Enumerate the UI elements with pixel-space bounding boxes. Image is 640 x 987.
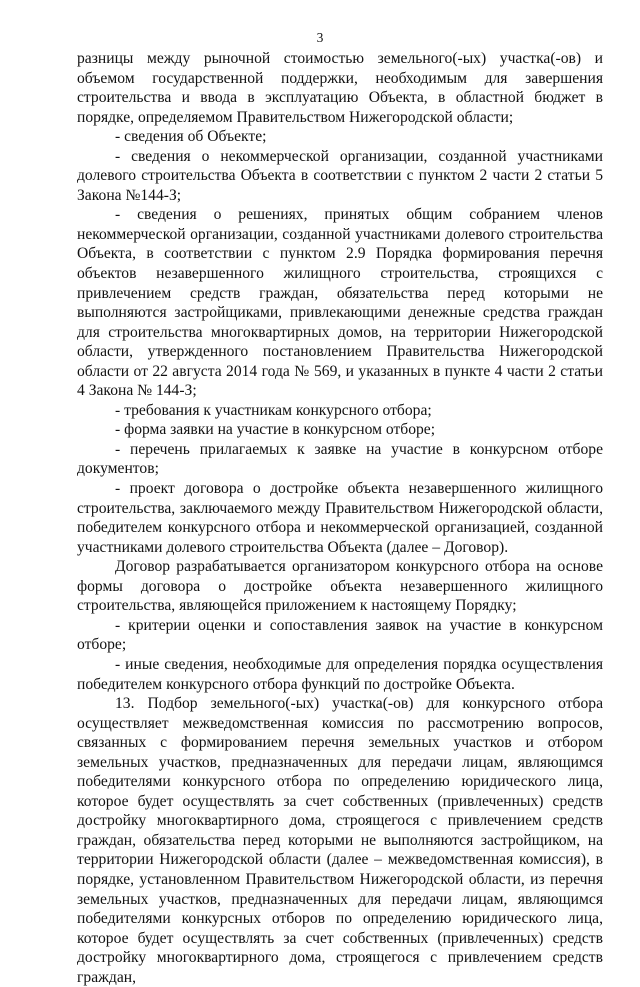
paragraph: разницы между рыночной стоимостью земельного(-ых) участка(-ов) и объемом государственной поддержки, необходимым для завершения строительства и ввода в эксплуатацию Объекта, в областной бюджет в порядке, определяемом Правительством Нижегородской области; (77, 50, 603, 126)
list-item: - сведения об Объекте; (115, 128, 267, 146)
list-item: - иные сведения, необходимые для определения порядка осуществления победителем конкурсного отбора функций по достройке Объекта. (77, 655, 603, 693)
page-number: 3 (316, 30, 324, 45)
list-item: - сведения о решениях, принятых общим собранием членов некоммерческой организации, созданной участниками долевого строительства Объекта, в соответствии с пунктом 2.9 Порядка формирования перечня объектов незавершенного жилищного строительства, строящихся с привлечением средств граждан, обязательства перед которыми не выполняются застройщиками, привлекающими денежные средства граждан для строительства многоквартирных домов, на территории Нижегородской области, утвержденного постановлением Правительства Нижегородской области от 22 августа 2014 года № 569, и указанных в пункте 4 части 2 статьи 4 Закона № 144-З; (77, 206, 603, 400)
list-item: - перечень прилагаемых к заявке на участие в конкурсном отборе документов; (77, 440, 603, 478)
list-item: - проект договора о достройке объекта незавершенного жилищного строительства, заключаемого между Правительством Нижегородской области, победителем конкурсного отбора и некоммерческой организацией, созданной участниками долевого строительства Объекта (далее – Договор). (77, 480, 603, 556)
list-item: - требования к участникам конкурсного отбора; (115, 401, 432, 419)
paragraph: Договор разрабатывается организатором конкурсного отбора на основе формы договора о достройке объекта незавершенного жилищного строительства, являющейся приложением к настоящему Порядку; (77, 558, 603, 615)
document-body (77, 49, 603, 987)
list-item: - форма заявки на участие в конкурсном отборе; (115, 421, 436, 439)
section-13-paragraph: 13. Подбор земельного(-ых) участка(-ов) для конкурсного отбора осуществляет межведомственная комиссия по рассмотрению вопросов, связанных с формированием перечня земельных участков и отбором земельных участков, предназначенных для передачи лицам, являющимся победителями конкурсного отбора по определению юридического лица, которое будет осуществлять за счет собственных (привлеченных) средств достройку многоквартирного дома, строящегося с привлечением средств граждан, обязательства перед которыми не выполняются застройщиком, на территории Нижегородской области (далее – межведомственная комиссия), в порядке, установленном Правительством Нижегородской области, из перечня земельных участков, предназначенных для передачи лицам, являющимся победителями конкурсных отборов по определению юридического лица, которое будет осуществлять за счет собственных (привлеченных) средств достройку многоквартирного дома, строящегося с привлечением средств граждан, (77, 695, 603, 986)
list-item: - сведения о некоммерческой организации, созданной участниками долевого строительства Объекта в соответствии с пунктом 2 части 2 статьи 5 Закона №144-З; (77, 147, 603, 204)
list-item: - критерии оценки и сопоставления заявок на участие в конкурсном отборе; (77, 616, 603, 654)
